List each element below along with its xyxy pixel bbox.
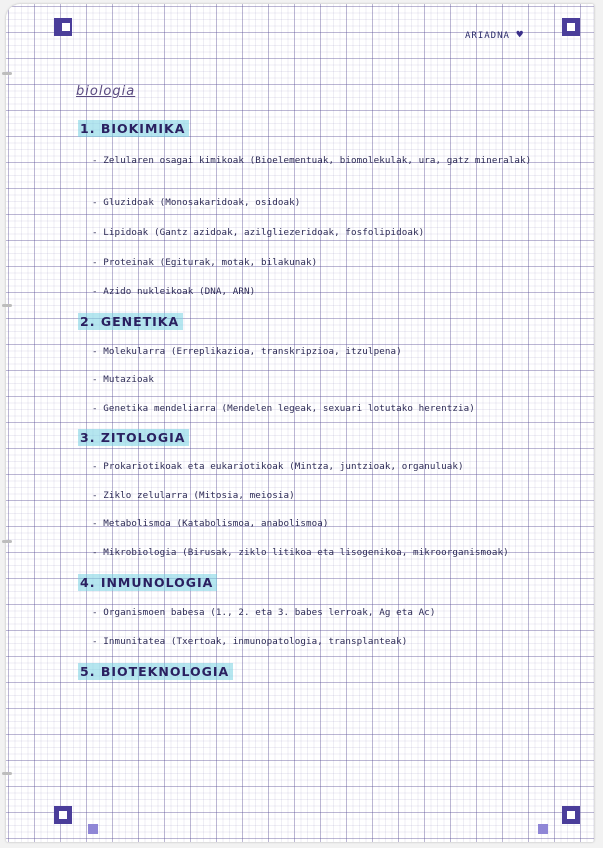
corner-mark-top-right: [562, 18, 580, 36]
binder-hole: [2, 772, 12, 775]
list-item: - Mutazioak: [92, 374, 154, 385]
margin-square: [88, 824, 98, 834]
list-item: - Prokariotikoak eta eukariotikoak (Mintza, juntzioak, organuluak): [92, 461, 464, 472]
list-item: - Metabolismoa (Katabolismoa, anabolismoa): [92, 518, 329, 529]
list-item: - Gluzidoak (Monosakaridoak, osidoak): [92, 197, 301, 208]
list-item: - Azido nukleikoak (DNA, ARN): [92, 286, 256, 297]
list-item: - Genetika mendeliarra (Mendelen legeak, sexuari lotutako herentzia): [92, 403, 475, 414]
list-item: - Mikrobiologia (Birusak, ziklo litikoa eta lisogenikoa, mikroorganismoak): [92, 547, 509, 558]
section-heading: 5. BIOTEKNOLOGIA: [78, 664, 233, 679]
corner-mark-top-left: [54, 18, 72, 36]
owner-name: ARIADNA ♥: [465, 28, 524, 41]
section-heading: 1. BIOKIMIKA: [78, 121, 189, 136]
list-item: - Inmunitatea (Txertoak, inmunopatologia, transplanteak): [92, 636, 408, 647]
corner-mark-bottom-right: [562, 806, 580, 824]
list-item: - Proteinak (Egiturak, motak, bilakunak): [92, 257, 318, 268]
binder-hole: [2, 540, 12, 543]
binder-hole: [2, 72, 12, 75]
section-heading: 2. GENETIKA: [78, 314, 183, 329]
margin-square: [538, 824, 548, 834]
list-item: - Ziklo zelularra (Mitosia, meiosia): [92, 490, 295, 501]
list-item: - Molekularra (Erreplikazioa, transkripzioa, itzulpena): [92, 346, 402, 357]
section-heading: 4. INMUNOLOGIA: [78, 575, 217, 590]
list-item: - Organismoen babesa (1., 2. eta 3. babes lerroak, Ag eta Ac): [92, 607, 436, 618]
subject-title: biologia: [76, 84, 136, 99]
corner-mark-bottom-left: [54, 806, 72, 824]
section-heading: 3. ZITOLOGIA: [78, 430, 189, 445]
binder-hole: [2, 304, 12, 307]
list-item: - Lipidoak (Gantz azidoak, azilgliezeridoak, fosfolipidoak): [92, 227, 425, 238]
list-item: - Zelularen osagai kimikoak (Bioelementuak, biomolekulak, ura, gatz mineralak): [92, 155, 532, 166]
heart-icon: ♥: [516, 28, 524, 41]
